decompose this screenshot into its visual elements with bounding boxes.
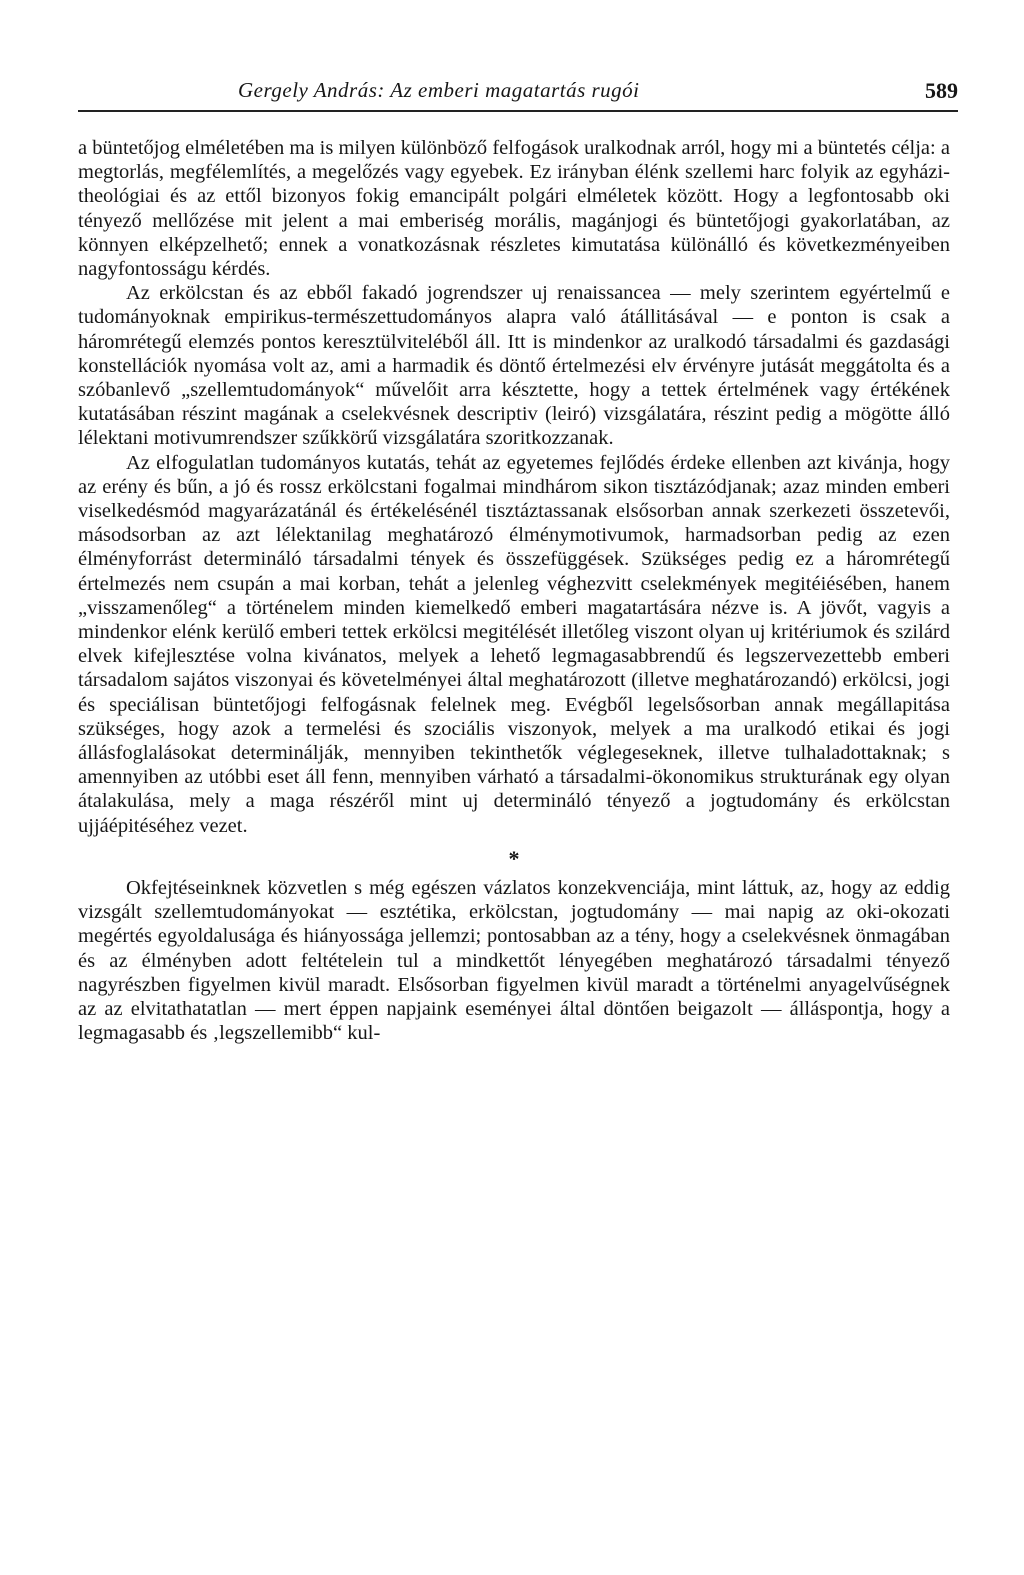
paragraph: Az erkölcstan és az ebből fakadó jogrendszer uj renaissancea — mely szerintem egyértelmű e tudományoknak empirikus-természettudományos alapra való átállitásával — e ponton is csak a háromrétegű elemzés pontos keresztülviteléből áll. Itt is mindenkor az uralkodó társadalmi és gazdasági konstellációk nyomása volt az, ami a harmadik és döntő értelmezési elv érvényre jutását meggátolta és a szóbanlevő „szellemtudományok“ művelőit arra késztette, hogy a tettek értelmének vagy értékének kutatásában részint magának a cselekvésnek descriptiv (leiró) vizsgálatára, részint pedig a mögötte álló lélektani motivumrendszer szűkkörű vizsgálatára szoritkozzanak. (78, 282, 950, 450)
section-separator: * (508, 845, 520, 871)
page-header (78, 78, 958, 114)
running-title: Gergely András: Az emberi magatartás rugói (238, 78, 640, 102)
body-text (78, 136, 950, 1045)
paragraph: Az elfogulatlan tudományos kutatás, tehát az egyetemes fejlődés érdeke ellenben azt kivánja, hogy az erény és bűn, a jó és rossz erkölcstani fogalmai mindhárom sikon tisztázódjanak; azaz minden emberi viselkedésmód magyarázatánál és értékelésénél tisztáztassanak elsősorban annak szerkezeti összetevői, másodsorban az azt lélektanilag meghatározó élménymotivumok, harmadsorban pedig az ezen élményforrást determináló társadalmi tények és összefüggések. Szükséges pedig ez a háromrétegű értelmezés nem csupán a mai korban, tehát a jelenleg véghezvitt cselekmények megitéiésében, hanem „visszamenőleg“ a történelem minden kiemelkedő emberi magatartására nézve is. A jövőt, vagyis a mindenkor elénk kerülő emberi tettek erkölcsi megitélését illetőleg viszont olyan uj kritériumok és szilárd elvek kifejlesztése volna kivánatos, melyek a lehető legmagasabbrendű és legszervezettebb emberi társadalom sajátos viszonyai és követelményei által meghatározott (illetve meghatározandó) erkölcsi, jogi és speciálisan büntetőjogi felfogásnak felelnek meg. Evégből legelsősorban annak megállapitása szükséges, hogy azok a termelési és szociális viszonyok, melyek a ma uralkodó etikai és jogi állásfoglalásokat determinálják, mennyiben tekinthetők véglegeseknek, illetve tulhaladottaknak; s amennyiben az utóbbi eset áll fenn, mennyiben várható a társadalmi-ökonomikus strukturának egy olyan átalakulása, mely a maga részéről mint uj determináló tényező a jogtudomány és erkölcstan ujjáépitéséhez vezet. (78, 451, 950, 837)
header-rule (78, 110, 958, 112)
page-number: 589 (925, 78, 958, 103)
paragraph: Okfejtéseinknek közvetlen s még egészen vázlatos konzekvenciája, mint láttuk, az, hogy az eddig vizsgált szellemtudományokat — esztétika, erkölcstan, jogtudomány — mai napig az oki-okozati megértés egyoldalusága és hiányossága jellemzi; pontosabban az a tény, hogy a cselekvésnek önmagában és az élményben adott feltételein tul a mindkettőt lényegében meghatározó társadalmi tényező nagyrészben figyelmen kivül maradt. Elsősorban figyelmen kivül maradt a történelmi anyagelvűségnek az az elvitathatatlan — mert éppen napjaink eseményei által döntően beigazolt — álláspontja, hogy a legmagasabb és ‚legszellemibb“ kul- (78, 876, 950, 1045)
paragraph: a büntetőjog elméletében ma is milyen különböző felfogások uralkodnak arról, hogy mi a büntetés célja: a megtorlás, megfélemlítés, a megelőzés vagy egyebek. Ez irányban élénk szellemi harc folyik az egyházi-theológiai és az ettől bizonyos fokig emancipált polgári elméletek között. Hogy a legfontosabb oki tényező mellőzése mit jelent a mai emberiség morális, magánjogi és büntetőjogi gyakorlatában, az könnyen elképzelhető; ennek a vonatkozásnak részletes kimutatása különálló és következményeiben nagyfontosságu kérdés. (78, 137, 950, 281)
